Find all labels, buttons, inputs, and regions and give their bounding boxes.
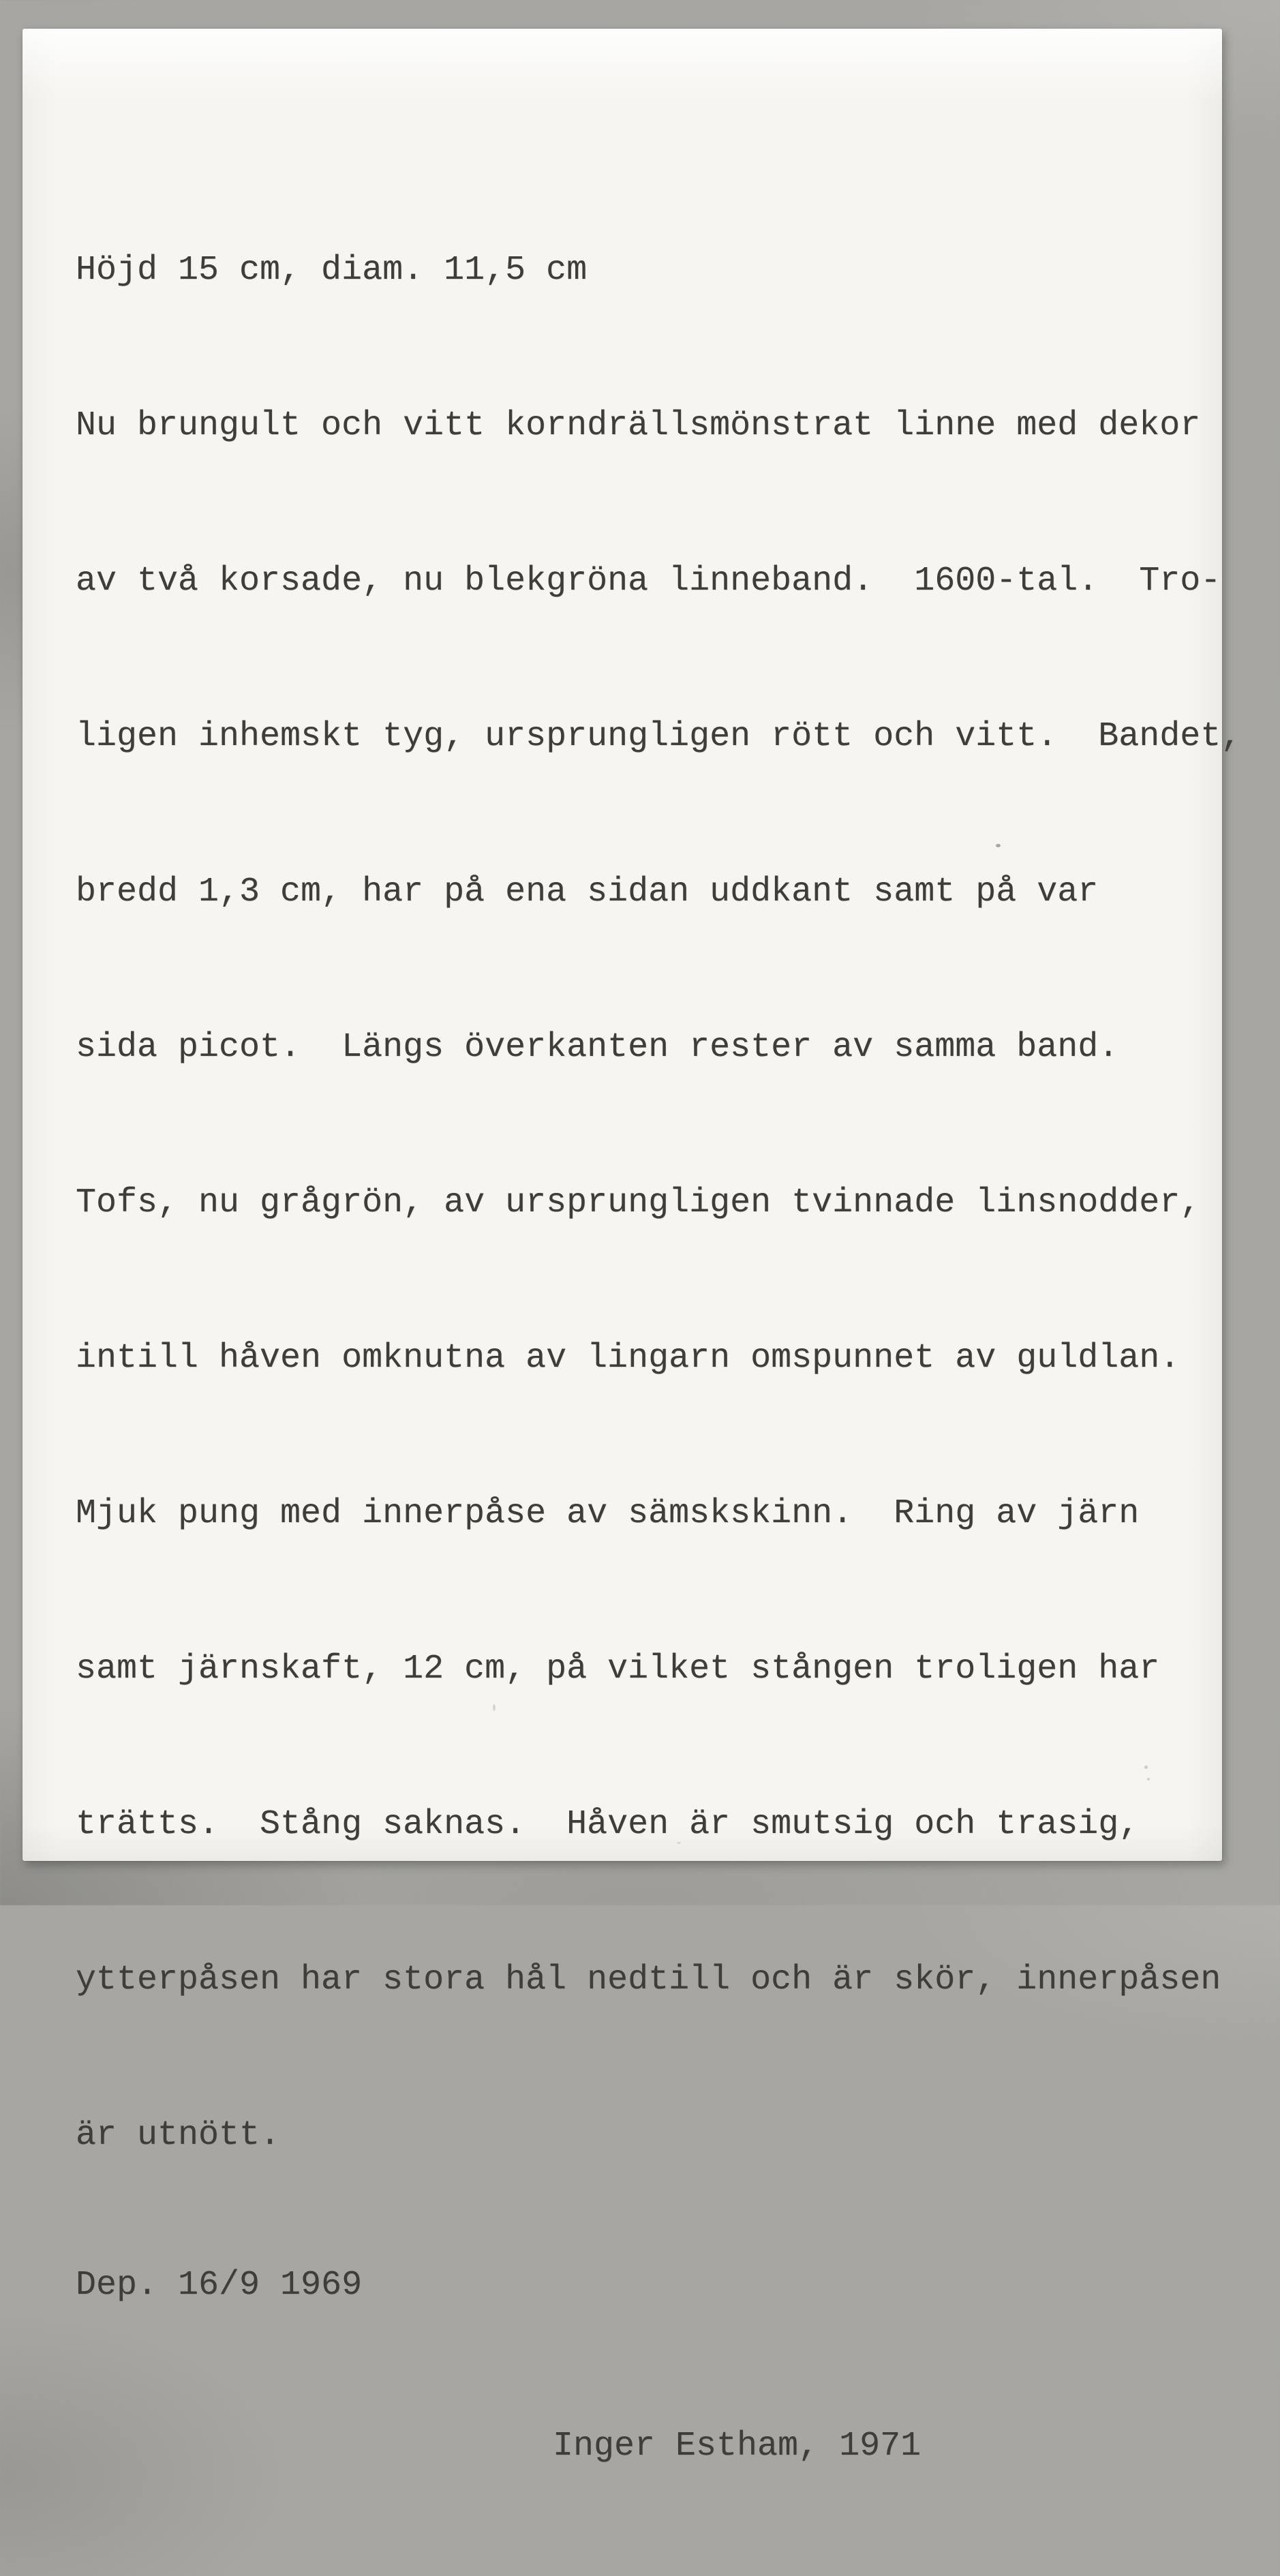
- text-line: av två korsade, nu blekgröna linneband. 1600-tal. Tro-: [76, 562, 1221, 601]
- text-line: ligen inhemskt tyg, ursprungligen rött och vitt. Bandet,: [76, 717, 1242, 756]
- typewritten-text-block: [76, 141, 1242, 2576]
- signature-line: Inger Estham, 1971: [553, 2427, 921, 2466]
- text-line: Tofs, nu grågrön, av ursprungligen tvinnade linsnodder,: [76, 1183, 1201, 1222]
- text-line: Höjd 15 cm, diam. 11,5 cm: [76, 251, 588, 290]
- text-line: är utnött.: [76, 2116, 281, 2155]
- catalog-card: [22, 29, 1242, 2466]
- text-line: intill håven omknutna av lingarn omspunnet av guldlan.: [76, 1339, 1180, 1378]
- text-line: ytterpåsen har stora hål nedtill och är skör, innerpåsen: [76, 1960, 1221, 1999]
- scan-artifact: [677, 1842, 681, 1844]
- text-line: sida picot. Längs överkanten rester av samma band.: [76, 1028, 1119, 1067]
- text-line: samt järnskaft, 12 cm, på vilket stången troligen har: [76, 1650, 1160, 1688]
- text-line: Nu brungult och vitt korndrällsmönstrat linne med dekor: [76, 406, 1201, 445]
- scan-artifact: [1147, 1778, 1150, 1781]
- scan-artifact: [996, 844, 1001, 847]
- scan-artifact: [493, 1704, 496, 1711]
- text-line: bredd 1,3 cm, har på ena sidan uddkant samt på var: [76, 873, 1099, 911]
- text-line: Mjuk pung med innerpåse av sämskskinn. Ring av järn: [76, 1494, 1140, 1533]
- deposit-date-line: Dep. 16/9 1969: [76, 2266, 363, 2305]
- scan-artifact: [1144, 1766, 1148, 1769]
- text-line: trätts. Stång saknas. Håven är smutsig och trasig,: [76, 1805, 1140, 1844]
